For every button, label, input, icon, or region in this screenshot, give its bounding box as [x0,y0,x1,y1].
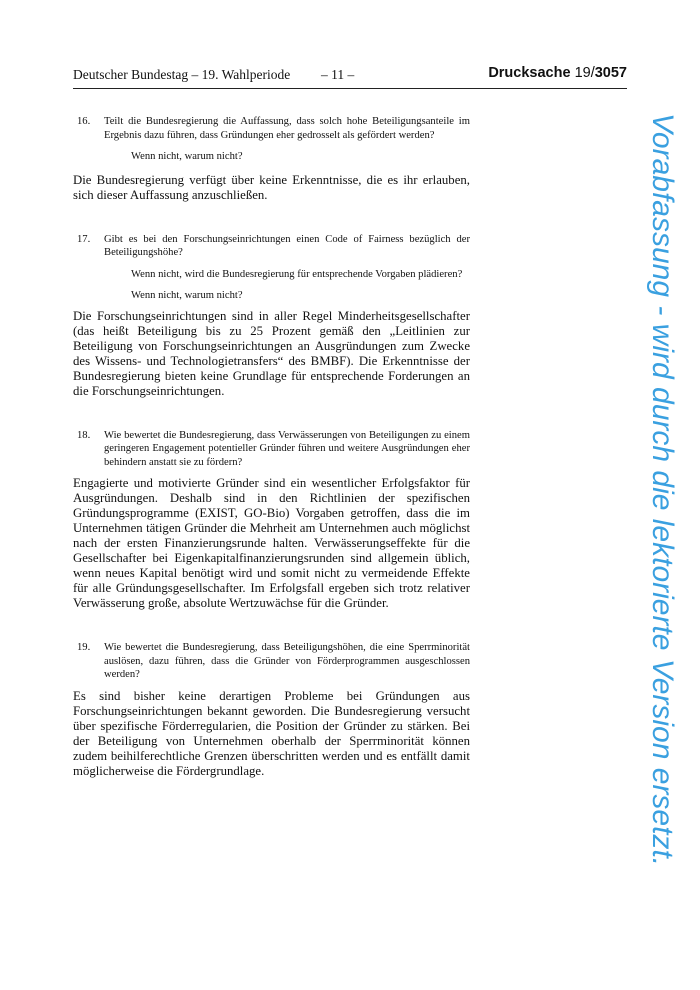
question-text: Wie bewertet die Bundesregierung, dass Beteiligungshöhen, die eine Sperrminorität auslösen, dazu führen, dass die Gründer von Förderprogrammen ausgeschlossen werden? [104,642,470,680]
answer-text: Die Forschungseinrichtungen sind in aller Regel Minderheitsgesellschafter (das heißt Beteiligung bis zu 25 Prozent gemäß den „Leitlinien zur Beteiligung von Forschungseinrichtungen an Ausgründungen zum Zwecke des Wissens- und Technologietransfers“ des BMBF). Die Erkenntnisse der Bundesregierung bieten keine Grundlage für entsprechende Forderungen an die Forschungseinrichtungen. [73,308,470,398]
qa-section [73,115,470,203]
question-followup: Wenn nicht, wird die Bundesregierung für entsprechende Vorgaben plädieren? [131,268,463,280]
question-number: 17. [77,233,91,245]
qa-section [73,429,470,612]
document-number [488,65,627,81]
answer-text: Es sind bisher keine derartigen Probleme bei Gründungen aus Forschungseinrichtungen bekannt geworden. Die Bundesregierung versucht über spezifische Förderregularien, die Position der Gründer zu stärken. Bei der Beteiligung von Unternehmen oberhalb der Sperrminorität können zudem beihilferechtliche Grenzen überschritten werden und es entfällt damit möglicherweise die Fördergrundlage. [73,688,470,778]
question-text: Wie bewertet die Bundesregierung, dass Verwässerungen von Beteiligungen zu einem geringeren Engagement potentieller Gründer führen und weitere Ausgründungen eher behindern anstatt sie zu fördern? [104,429,470,468]
answer-text: Engagierte und motivierte Gründer sind ein wesentlicher Erfolgsfaktor für Ausgründungen. Deshalb sind in den Richtlinien der spezifischen Gründungsprogramme (EXIST, GO-Bio) Vorgaben getroffen, dass die im Unternehmen tätigen Gründer die Mehrheit am Unternehmen auch möglichst nach der ersten Finanzierungsrunde halten. Verwässerungseffekte für die Gesellschafter bei Eigenkapitalfinanzierungsrunden sind allgemein üblich, wenn neues Kapital benötigt wird und somit nicht zu vermeidende Effekte für alle Gründungsgesellschafter. Im Erfolgsfall ergeben sich trotz relativer Verwässerung große, absolute Wertzuwächse für die Gründer. [73,476,470,610]
document-body [73,115,470,779]
page-header [73,66,627,89]
question-number: 19. [77,642,91,653]
question-number: 16. [77,116,91,127]
doc-period: 19/ [574,65,595,81]
question-followup: Wenn nicht, warum nicht? [131,151,243,162]
draft-watermark: Vorabfassung - wird durch die lektorierte Version ersetzt. [646,113,679,867]
question [77,115,470,142]
qa-section [73,641,470,779]
page-number: – 11 – [321,67,355,82]
qa-section [73,233,470,399]
question-number: 18. [77,429,91,441]
question [77,429,470,470]
question [77,641,470,682]
answer-text: Die Bundesregierung verfügt über keine Erkenntnisse, die es ihr erlauben, sich dieser Auffassung anzuschließen. [73,172,470,202]
publisher-label: Deutscher Bundestag – 19. Wahlperiode [73,67,291,82]
doc-label: Drucksache [488,65,571,81]
question [77,233,470,260]
question-text: Teilt die Bundesregierung die Auffassung, dass solch hohe Beteiligungsanteile im Ergebnis dazu führen, dass Gründungen eher gedrosselt als gefördert werden? [104,116,470,141]
question-followup: Wenn nicht, warum nicht? [131,290,243,301]
doc-number: 3057 [594,65,627,81]
question-text: Gibt es bei den Forschungseinrichtungen einen Code of Fairness bezüglich der Beteiligungshöhe? [104,233,470,258]
